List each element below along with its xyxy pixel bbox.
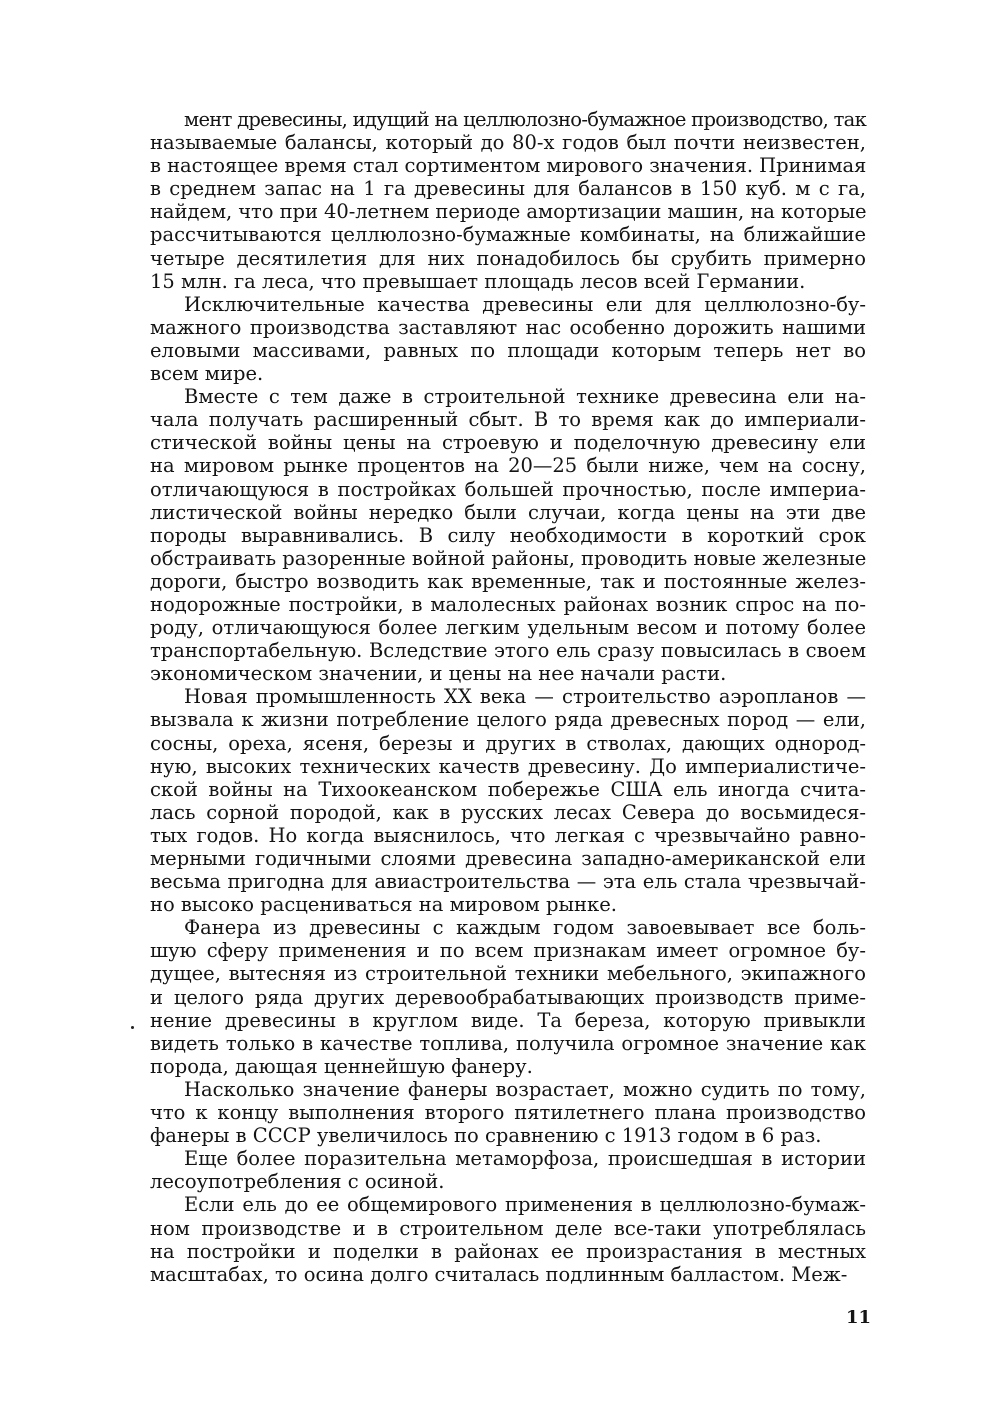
- print-speck: [131, 1026, 134, 1029]
- text-line: нодорожные постройки, в малолесных районах возник спрос на по-: [150, 592, 866, 616]
- text-line: фанеры в СССР увеличилось по сравнению с 1913 годом в 6 раз.: [150, 1124, 822, 1148]
- text-line: мерными годичными слоями древесина западно-американской ели: [150, 847, 866, 870]
- text-line: но высоко расцениваться на мировом рынке.: [150, 893, 617, 917]
- text-line: листической войны нередко были случаи, когда цены на эти две: [150, 500, 866, 524]
- text-line: шую сферу применения и по всем признакам имеет огромное бу-: [150, 939, 866, 963]
- text-line: масштабах, то осина долго считалась подлинным балластом. Меж-: [150, 1262, 848, 1286]
- text-line: отличающуюся в постройках большей прочностью, после империа-: [150, 477, 866, 501]
- text-line: Исключительные качества древесины ели для целлюлозно-бу-: [184, 292, 866, 316]
- text-line: лась сорной породой, как в русских лесах Севера до восьмидеся-: [150, 800, 866, 824]
- text-line: всем мире.: [150, 362, 264, 386]
- text-line: лесоупотребления с осиной.: [150, 1170, 445, 1194]
- text-line: Новая промышленность XX века — строительство аэропланов —: [184, 685, 866, 709]
- text-line: называемые балансы, который до 80-х годов был почти неизвестен,: [150, 131, 866, 155]
- text-line: обстраивать разоренные войной районы, проводить новые железные: [150, 546, 867, 570]
- text-line: Вместе с тем даже в строительной технике древесина ели на-: [184, 385, 866, 409]
- text-line: тых годов. Но когда выяснилось, что легкая с чрезвычайно равно-: [150, 823, 866, 847]
- text-line: мент древесины, идущий на целлюлозно-бумажное производство, так: [184, 108, 867, 131]
- text-line: Если ель до ее общемирового применения в целлюлозно-бумаж-: [184, 1193, 866, 1217]
- paragraph: [150, 1147, 866, 1193]
- text-line: роду, отличающуюся более легким удельным весом и потому более: [150, 616, 866, 640]
- text-line: в настоящее время стал сортиментом мирового значения. Принимая: [150, 154, 867, 178]
- text-line: ской войны на Тихоокеанском побережье США ель иногда счита-: [150, 777, 866, 801]
- text-line: мажного производства заставляют нас особенно дорожить нашими: [150, 315, 866, 339]
- text-line: дущее, вытесняя из строительной техники мебельного, экипажного: [150, 962, 866, 986]
- text-line: транспортабельную. Вследствие этого ель сразу повысилась в своем: [150, 639, 866, 663]
- text-line: ном производстве и в строительном деле все-таки употреблялась: [150, 1216, 866, 1240]
- text-line: четыре десятилетия для них понадобилось бы срубить примерно: [150, 246, 866, 270]
- text-line: породы выравнивались. В силу необходимости в короткий срок: [150, 523, 866, 547]
- text-line: что к концу выполнения второго пятилетнего плана производство: [150, 1101, 866, 1125]
- text-line: экономическом значении, и цены на нее начали расти.: [150, 662, 727, 686]
- text-line: 15 млн. га леса, что превышает площадь лесов всей Германии.: [150, 269, 806, 293]
- text-line: найдем, что при 40-летнем периоде амортизации машин, на которые: [150, 200, 867, 224]
- text-line: видеть только в качестве топлива, получила огромное значение как: [150, 1031, 866, 1055]
- text-line: стической войны цены на строевую и поделочную древесину ели: [150, 431, 866, 455]
- paragraph: [150, 916, 866, 1078]
- text-line: вызвала к жизни потребление целого ряда древесных пород — ели,: [150, 708, 866, 732]
- text-line: чала получать расширенный сбыт. В то время как до империали-: [150, 408, 866, 432]
- text-line: нение древесины в круглом виде. Та береза, которую привыкли: [150, 1008, 866, 1032]
- text-line: и целого ряда других деревообрабатывающих производств приме-: [150, 985, 866, 1009]
- text-line: в среднем запас на 1 га древесины для балансов в 150 куб. м с га,: [150, 177, 866, 201]
- paragraph: [150, 1193, 866, 1285]
- paragraph: [150, 1078, 866, 1147]
- text-line: весьма пригодна для авиастроительства — эта ель стала чрезвычай-: [150, 870, 866, 894]
- page-number: 11: [846, 1307, 872, 1328]
- text-line: дороги, быстро возводить как временные, так и постоянные желез-: [150, 569, 866, 593]
- text-line: Еще более поразительна метаморфоза, происшедшая в истории: [184, 1147, 866, 1171]
- paragraph: [150, 293, 866, 385]
- text-line: на постройки и поделки в районах ее произрастания в местных: [150, 1239, 866, 1263]
- text-line: порода, дающая ценнейшую фанеру.: [150, 1054, 533, 1078]
- paragraph: [150, 108, 866, 293]
- text-line: Насколько значение фанеры возрастает, можно судить по тому,: [184, 1077, 866, 1101]
- text-line: Фанера из древесины с каждым годом завоевывает все боль-: [184, 916, 866, 940]
- text-line: сосны, ореха, ясеня, березы и других в стволах, дающих однород-: [150, 731, 866, 755]
- text-line: на мировом рынке процентов на 20—25 были ниже, чем на сосну,: [150, 454, 866, 478]
- body-text: [150, 108, 866, 1286]
- paragraph: [150, 385, 866, 685]
- text-line: рассчитываются целлюлозно-бумажные комбинаты, на ближайшие: [150, 223, 866, 247]
- text-line: еловыми массивами, равных по площади которым теперь нет во: [150, 338, 866, 362]
- paragraph: [150, 685, 866, 916]
- text-line: ную, высоких технических качеств древесину. До империалистиче-: [150, 754, 866, 778]
